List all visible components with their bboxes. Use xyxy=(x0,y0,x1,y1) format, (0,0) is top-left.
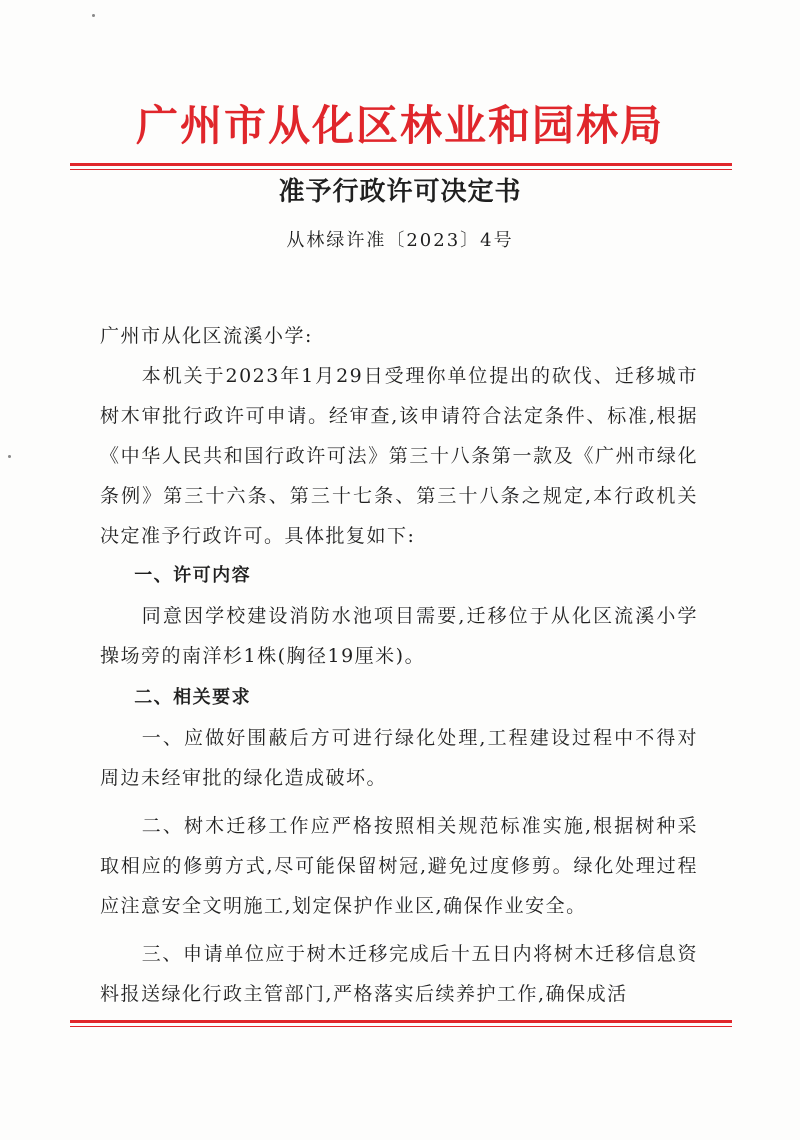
document-body xyxy=(100,316,698,1014)
permit-content-paragraph: 同意因学校建设消防水池项目需要,迁移位于从化区流溪小学操场旁的南洋杉1株(胸径19厘米)。 xyxy=(100,605,698,667)
red-header-rule-thick xyxy=(70,163,732,166)
section-heading-requirements: 二、相关要求 xyxy=(134,687,252,708)
document-number: 从林绿许准〔2023〕4号 xyxy=(286,230,514,251)
section-heading-permit-content: 一、许可内容 xyxy=(134,565,252,586)
red-footer-rule-thick xyxy=(70,1020,732,1023)
scan-speck xyxy=(8,455,11,458)
recipient-line: 广州市从化区流溪小学: xyxy=(100,325,313,347)
scan-speck xyxy=(92,14,95,17)
document-title: 准予行政许可决定书 xyxy=(278,177,522,207)
issuing-organization-title: 广州市从化区林业和园林局 xyxy=(135,101,664,150)
red-header-rule-thin xyxy=(70,169,732,170)
requirement-paragraph-1: 一、应做好围蔽后方可进行绿化处理,工程建设过程中不得对周边未经审批的绿化造成破坏。 xyxy=(100,727,698,789)
requirement-paragraph-2: 二、树木迁移工作应严格按照相关规范标准实施,根据树种采取相应的修剪方式,尽可能保留树冠,避免过度修剪。绿化处理过程应注意安全文明施工,划定保护作业区,确保作业安全。 xyxy=(100,815,698,917)
red-footer-rule-thin xyxy=(70,1026,732,1027)
intro-paragraph: 本机关于2023年1月29日受理你单位提出的砍伐、迁移城市树木审批行政许可申请。经审查,该申请符合法定条件、标准,根据《中华人民共和国行政许可法》第三十八条第一款及《广州市绿化条例》第三十六条、第三十七条、第三十八条之规定,本行政机关决定准予行政许可。具体批复如下: xyxy=(100,365,698,547)
requirement-paragraph-3: 三、申请单位应于树木迁移完成后十五日内将树木迁移信息资料报送绿化行政主管部门,严格落实后续养护工作,确保成活 xyxy=(100,943,698,1005)
